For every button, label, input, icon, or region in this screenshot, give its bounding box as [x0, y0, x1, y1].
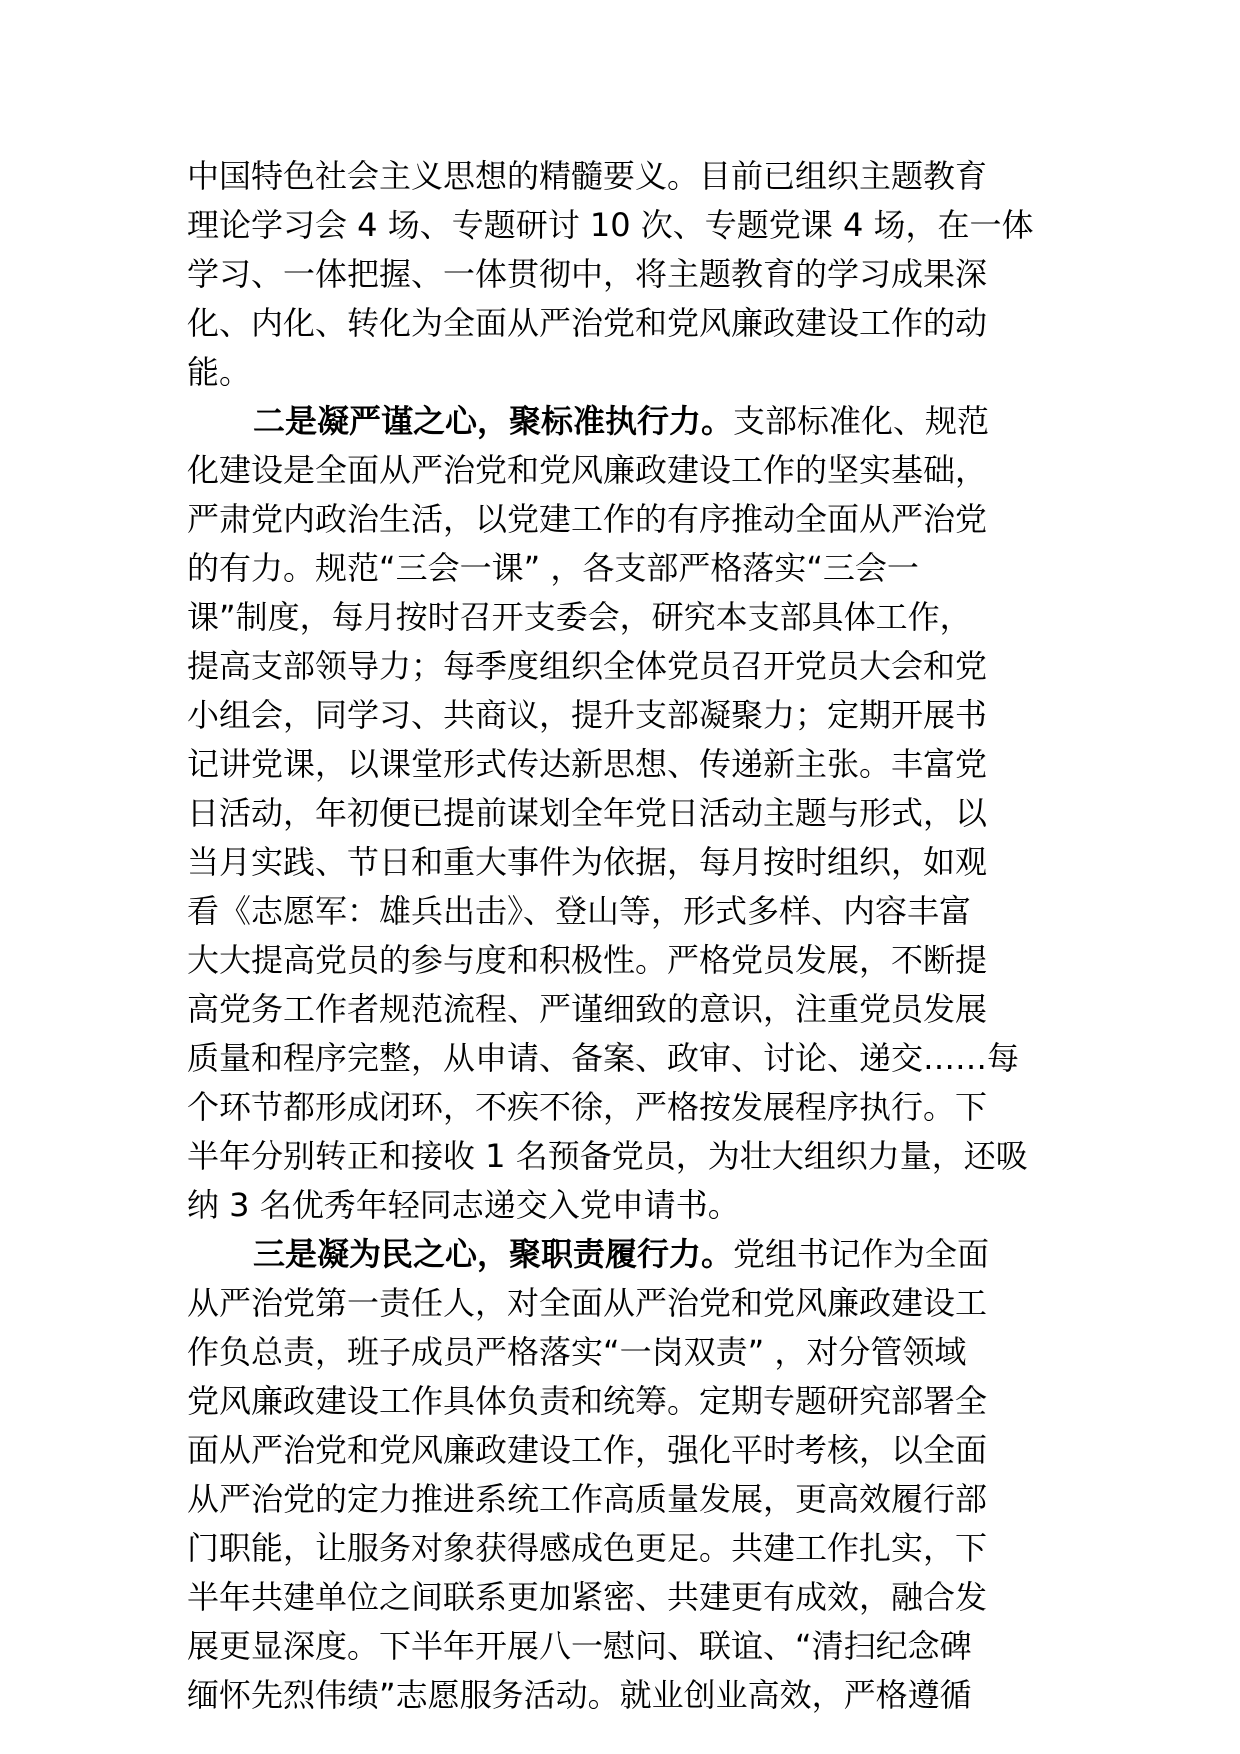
text-line: 当月实践、节日和重大事件为依据，每月按时组织，如观: [187, 843, 988, 881]
text-line: 理论学习会 4 场、专题研讨 10 次、专题党课 4 场，在一体: [187, 206, 1034, 244]
text-line: 学习、一体把握、一体贯彻中，将主题教育的学习成果深: [187, 255, 988, 293]
text-line: 缅怀先烈伟绩”志愿服务活动。就业创业高效，严格遵循: [187, 1676, 972, 1714]
text-line: 个环节都形成闭环，不疾不徐，严格按发展程序执行。下: [187, 1088, 988, 1126]
text-line: 纳 3 名优秀年轻同志递交入党申请书。: [187, 1186, 740, 1224]
paragraph-1: [187, 152, 1057, 397]
text-line: 中国特色社会主义思想的精髓要义。目前已组织主题教育: [187, 157, 988, 195]
text-line: 能。: [187, 353, 252, 391]
section-heading-2: 二是凝严谨之心，聚标准执行力。: [253, 402, 734, 440]
text-line: 课”制度，每月按时召开支委会，研究本支部具体工作，: [187, 598, 972, 636]
text-line: 半年分别转正和接收 1 名预备党员，为壮大组织力量，还吸: [187, 1137, 1028, 1175]
text-line: 面从严治党和党风廉政建设工作，强化平时考核，以全面: [187, 1431, 988, 1469]
text-line-rest: 支部标准化、规范: [733, 402, 990, 440]
text-line: 质量和程序完整，从申请、备案、政审、讨论、递交……每: [187, 1039, 1020, 1077]
section-heading-3: 三是凝为民之心，聚职责履行力。: [253, 1235, 734, 1273]
text-line: 半年共建单位之间联系更加紧密、共建更有成效，融合发: [187, 1578, 988, 1616]
text-line: 党风廉政建设工作具体负责和统筹。定期专题研究部署全: [187, 1382, 988, 1420]
text-line: 小组会，同学习、共商议，提升支部凝聚力；定期开展书: [187, 696, 988, 734]
text-line: 记讲党课，以课堂形式传达新思想、传递新主张。丰富党: [187, 745, 988, 783]
paragraph-2: [187, 397, 1057, 1230]
text-line: 日活动，年初便已提前谋划全年党日活动主题与形式，以: [187, 794, 988, 832]
text-line: 从严治党第一责任人，对全面从严治党和党风廉政建设工: [187, 1284, 988, 1322]
text-line: 大大提高党员的参与度和积极性。严格党员发展，不断提: [187, 941, 988, 979]
text-line: 看《志愿军：雄兵出击》、登山等，形式多样、内容丰富: [187, 892, 972, 930]
text-line: 提高支部领导力；每季度组织全体党员召开党员大会和党: [187, 647, 988, 685]
text-line: 高党务工作者规范流程、严谨细致的意识，注重党员发展: [187, 990, 988, 1028]
text-line: 的有力。规范“三会一课” ，各支部严格落实“三会一: [187, 549, 919, 587]
paragraph-first-line: [187, 1230, 1057, 1279]
text-line: 化建设是全面从严治党和党风廉政建设工作的坚实基础，: [187, 451, 988, 489]
document-page: [187, 152, 1057, 1720]
text-line: 化、内化、转化为全面从严治党和党风廉政建设工作的动: [187, 304, 988, 342]
text-line: 门职能，让服务对象获得感成色更足。共建工作扎实，下: [187, 1529, 988, 1567]
paragraph-first-line: [187, 397, 1057, 446]
text-line: 作负总责，班子成员严格落实“一岗双责” ，对分管领域: [187, 1333, 967, 1371]
paragraph-3: [187, 1230, 1057, 1720]
text-line: 严肃党内政治生活，以党建工作的有序推动全面从严治党: [187, 500, 988, 538]
text-line-rest: 党组书记作为全面: [733, 1235, 990, 1273]
text-line: 展更显深度。下半年开展八一慰问、联谊、“清扫纪念碑: [187, 1627, 972, 1665]
text-line: 从严治党的定力推进系统工作高质量发展，更高效履行部: [187, 1480, 988, 1518]
